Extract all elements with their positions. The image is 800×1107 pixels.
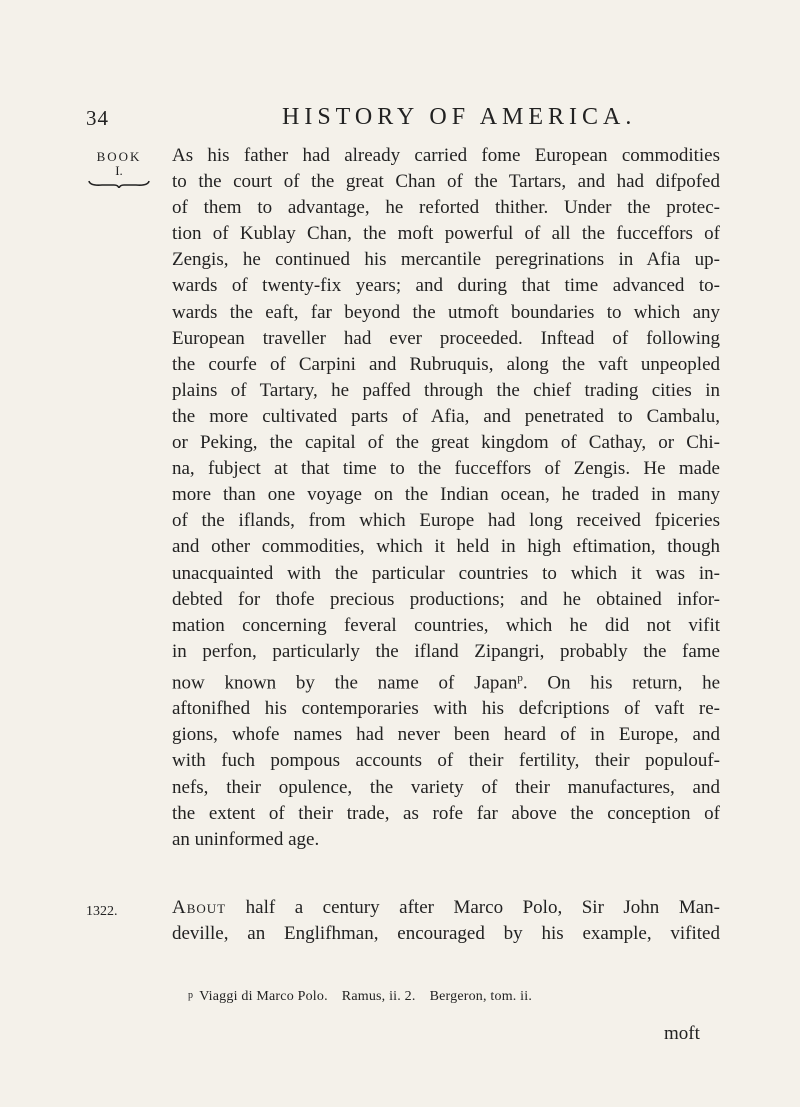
text-line: with fuch pompous accounts of their fertility, their populouf- — [172, 750, 720, 772]
text-line: gions, whofe names had never been heard of in Europe, and — [172, 724, 720, 746]
text-line: unacquainted with the particular countries to which it was in- — [172, 562, 720, 584]
footnote-source-3: Bergeron, tom. ii. — [429, 989, 533, 1004]
footnote — [188, 989, 532, 1005]
text-line: plains of Tartary, he paffed through the chief trading cities in — [172, 379, 720, 401]
text-line: to the court of the great Chan of the Tartars, and had difpofed — [172, 171, 720, 193]
text-line: As his father had already carried fome European commodities — [172, 145, 720, 166]
text-line: more than one voyage on the Indian ocean, he traded in many — [172, 484, 720, 506]
margin-year: 1322. — [86, 904, 118, 919]
text-line: wards of twenty-fix years; and during that time advanced to- — [172, 275, 720, 297]
text-line: mation concerning feveral countries, which he did not vifit — [172, 614, 720, 636]
text-line: an uninformed age. — [172, 828, 320, 850]
margin-book-label — [84, 150, 154, 188]
second-paragraph — [172, 895, 720, 947]
text-line: na, fubject at that time to the fucceffors of Zengis. He made — [172, 458, 720, 480]
text-line: the courfe of Carpini and Rubruquis, along the vaft unpeopled — [172, 353, 720, 375]
book-number: I. — [115, 163, 123, 178]
lead-word: About — [172, 897, 227, 918]
text-line: debted for thofe precious productions; and he obtained infor- — [172, 588, 720, 610]
text-line: of the iflands, from which Europe had long received fpiceries — [172, 510, 720, 532]
text-line: the extent of their trade, as rofe far above the conception of — [172, 802, 720, 824]
text-line: deville, an Englifhman, encouraged by his example, vifited — [172, 923, 720, 945]
text-line — [172, 895, 720, 921]
brace-ornament-icon — [88, 180, 150, 188]
text-line: in perfon, particularly the ifland Zipangri, probably the fame — [172, 640, 720, 662]
text-line: and other commodities, which it held in high eftimation, though — [172, 536, 720, 558]
japan-line-tail: . On his return, he — [522, 672, 720, 694]
footnote-ref-mark: p — [517, 671, 523, 684]
para2-line1-rest: half a century after Marco Polo, Sir John Man- — [226, 897, 720, 918]
footnote-mark: p — [188, 990, 194, 1001]
text-line: European traveller had ever proceeded. Inftead of following — [172, 327, 720, 349]
footnote-source-1: Viaggi di Marco Polo. — [199, 989, 328, 1004]
text-line: wards the eaft, far beyond the utmoft boundaries to which any — [172, 301, 720, 323]
text-line-japan — [172, 665, 720, 696]
text-line: Zengis, he continued his mercantile peregrinations in Afia up- — [172, 249, 720, 271]
japan-line-head: now known by the name of Japan — [172, 672, 518, 694]
text-line: of them to advantage, he reforted thither. Under the protec- — [172, 197, 720, 219]
text-line: the more cultivated parts of Afia, and penetrated to Cambalu, — [172, 405, 720, 427]
main-paragraph — [172, 143, 720, 853]
page-number: 34 — [86, 106, 109, 130]
running-head: HISTORY OF AMERICA. — [282, 104, 637, 130]
book-label: BOOK — [96, 149, 142, 164]
text-line: aftonifhed his contemporaries with his defcriptions of vaft re- — [172, 698, 720, 720]
text-line: tion of Kublay Chan, the moft powerful of all the fucceffors of — [172, 223, 720, 245]
footnote-source-2: Ramus, ii. 2. — [341, 989, 416, 1004]
text-line: or Peking, the capital of the great kingdom of Cathay, or Chi- — [172, 432, 720, 454]
text-line: nefs, their opulence, the variety of their manufactures, and — [172, 776, 720, 798]
catchword: moft — [664, 1023, 700, 1044]
